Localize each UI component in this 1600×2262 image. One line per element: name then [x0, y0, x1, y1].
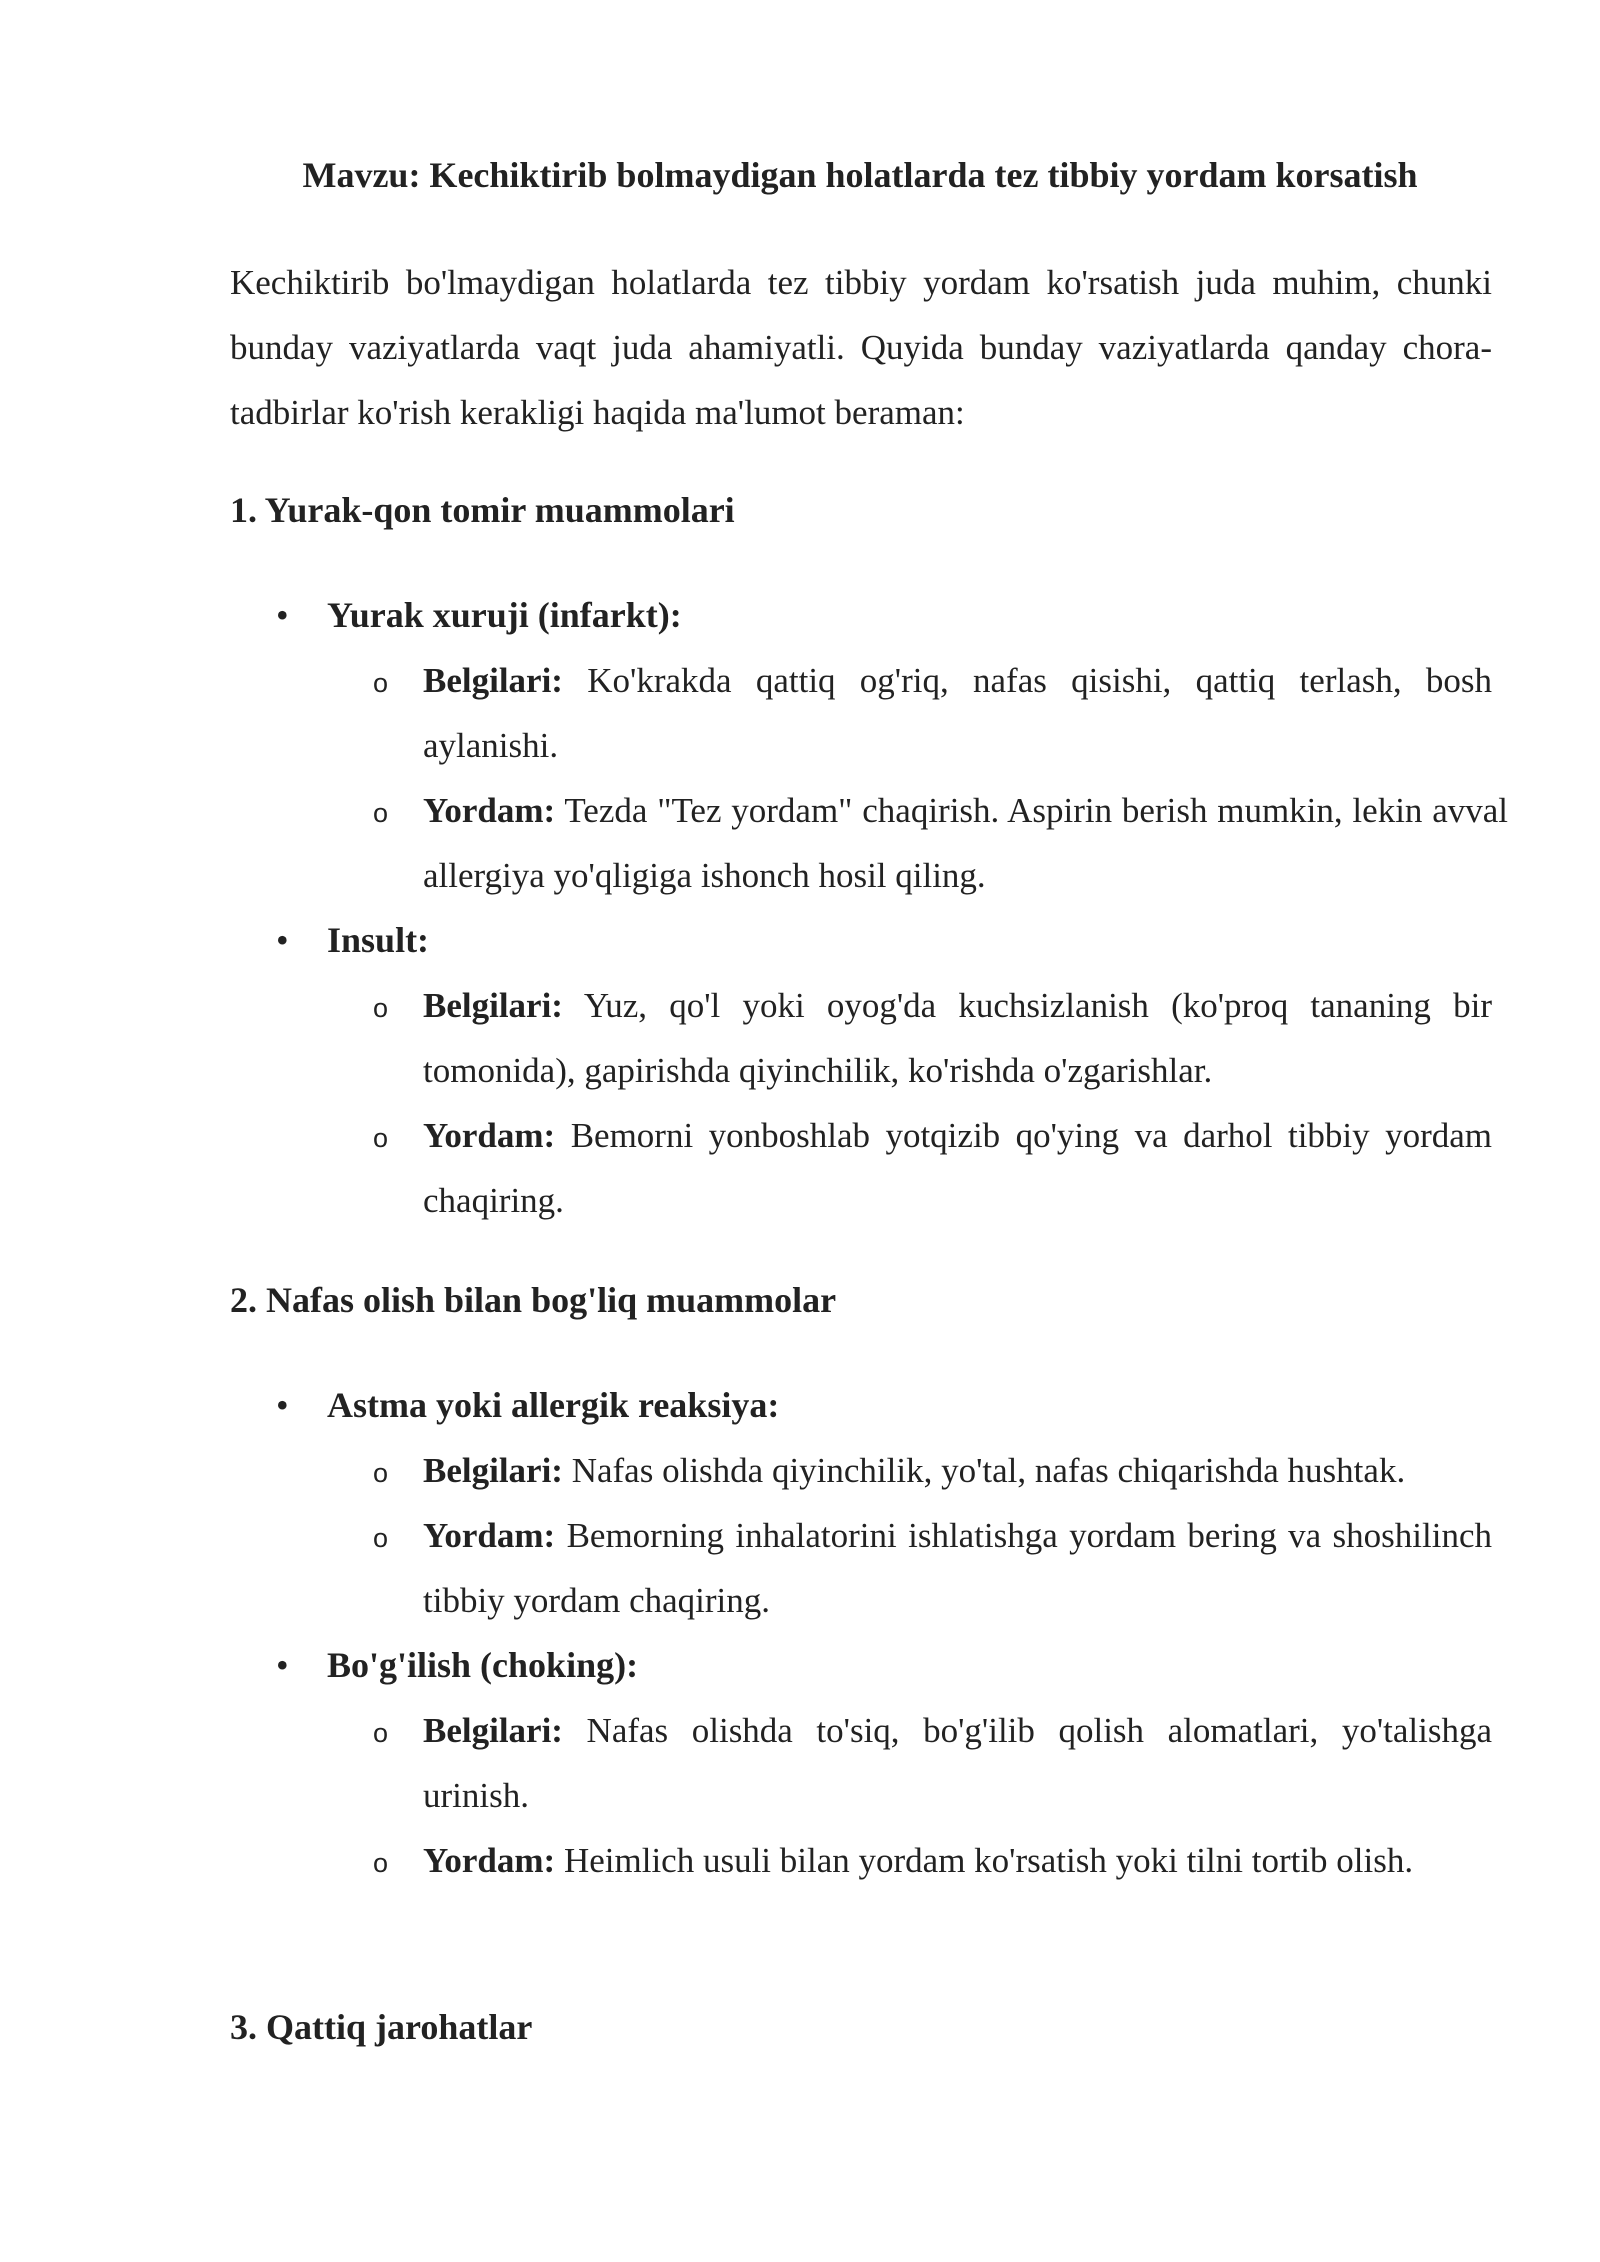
bullet-marker: • — [276, 1385, 289, 1425]
intro-paragraph: Kechiktirib bo'lmaydigan holatlarda tez tibbiy yordam ko'rsatish juda muhim, chunki bunday vaziyatlarda vaqt juda ahamiyatli. Quyida bunday vaziyatlarda qanday chora-tadbirlar ko'rish kerakligi haqida ma'lumot beraman: — [230, 263, 1492, 432]
topic-label: Bo'g'ilish (choking): — [327, 1645, 639, 1685]
section-heading-2: 2. Nafas olish bilan bog'liq muammolar — [230, 1280, 837, 1320]
item-term: Belgilari: — [423, 1451, 563, 1490]
item-term: Belgilari: — [423, 661, 563, 700]
item-term: Yordam: — [423, 1516, 556, 1555]
section-heading-3: 3. Qattiq jarohatlar — [230, 2007, 533, 2047]
item-text: Nafas olishda to'siq, bo'g'ilib qolish alomatlari, yo'talishga urinish. — [423, 1711, 1492, 1815]
item-text: Bemorni yonboshlab yotqizib qo'ying va darhol tibbiy yordam chaqiring. — [423, 1116, 1493, 1220]
item-text: Bemorning inhalatorini ishlatishga yordam bering va shoshilinch tibbiy yordam chaqiring. — [423, 1516, 1493, 1620]
topic-label: Insult: — [327, 920, 430, 960]
list-item — [0, 1438, 1600, 1503]
sub-bullet-marker: o — [373, 1458, 389, 1488]
item-term: Yordam: — [423, 1841, 556, 1880]
bullet-marker: • — [276, 920, 289, 960]
item-term: Yordam: — [423, 791, 556, 830]
bullet-marker: • — [276, 1645, 289, 1685]
sub-bullet-marker: o — [373, 1848, 389, 1878]
item-text: Yuz, qo'l yoki oyog'da kuchsizlanish (ko'proq tananing bir tomonida), gapirishda qiyinchilik, ko'rishda o'zgarishlar. — [423, 986, 1492, 1090]
sub-bullet-marker: o — [373, 668, 389, 698]
item-term: Belgilari: — [423, 986, 563, 1025]
sub-bullet-marker: o — [373, 1123, 389, 1153]
topic-label: Yurak xuruji (infarkt): — [327, 595, 682, 635]
item-text: Tezda "Tez yordam" chaqirish. Aspirin berish mumkin, lekin avval allergiya yo'qligiga ishonch hosil qiling. — [423, 791, 1508, 895]
section-heading-1: 1. Yurak-qon tomir muammolari — [230, 490, 735, 530]
item-text: Nafas olishda qiyinchilik, yo'tal, nafas chiqarishda hushtak. — [571, 1451, 1406, 1490]
list-item — [0, 1828, 1600, 1893]
document-title: Mavzu: Kechiktirib bolmaydigan holatlarda tez tibbiy yordam korsatish — [302, 155, 1418, 195]
topic-heart-attack — [0, 583, 1600, 908]
list-item — [0, 1503, 1600, 1633]
list-item — [0, 1698, 1600, 1828]
list-item — [0, 648, 1600, 778]
sub-bullet-marker: o — [373, 798, 389, 828]
sub-bullet-marker: o — [373, 1523, 389, 1553]
item-term: Belgilari: — [423, 1711, 563, 1750]
sub-bullet-marker: o — [373, 1718, 389, 1748]
item-term: Yordam: — [423, 1116, 556, 1155]
item-text: Ko'krakda qattiq og'riq, nafas qisishi, qattiq terlash, bosh aylanishi. — [423, 661, 1492, 765]
topic-label: Astma yoki allergik reaksiya: — [327, 1385, 780, 1425]
sub-bullet-marker: o — [373, 993, 389, 1023]
topic-stroke — [0, 908, 1600, 1233]
list-item — [0, 778, 1600, 908]
bullet-marker: • — [276, 595, 289, 635]
topic-asthma — [0, 1373, 1600, 1633]
list-item — [0, 973, 1600, 1103]
item-text: Heimlich usuli bilan yordam ko'rsatish yoki tilni tortib olish. — [563, 1841, 1414, 1880]
topic-choking — [0, 1633, 1600, 1893]
list-item — [0, 1103, 1600, 1233]
